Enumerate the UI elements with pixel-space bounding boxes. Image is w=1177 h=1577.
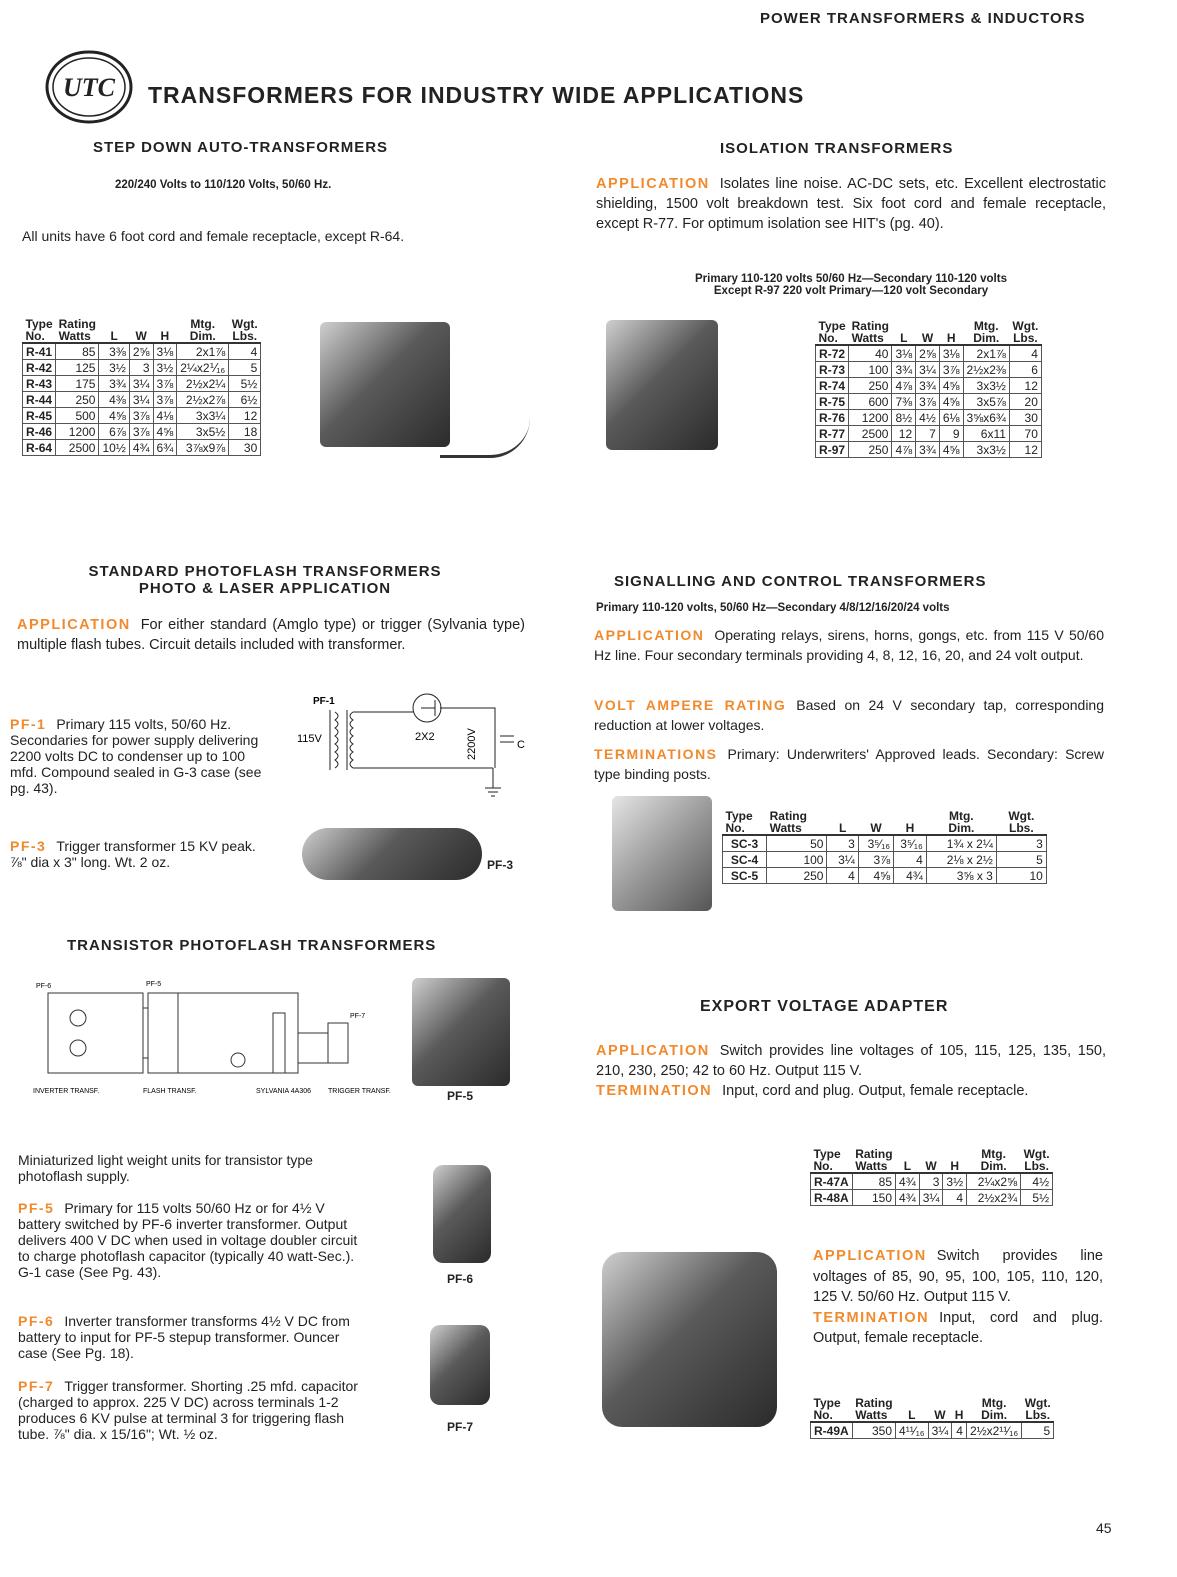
table-cell: 2⅝ (916, 345, 940, 362)
table-cell: 3⅞ (916, 394, 940, 410)
diagram-2200v-label: 2200V (466, 728, 478, 760)
isolation-app (596, 174, 1106, 234)
table-cell: 250 (767, 868, 827, 884)
isolation-spec-line1: Primary 110-120 volts 50/60 Hz—Secondary 110-120 volts (695, 273, 1007, 285)
table-cell: 3⅞ (129, 424, 153, 440)
table-cell: SC-5 (723, 868, 767, 884)
photoflash-app-label: APPLICATION (17, 617, 131, 633)
table-cell: 2½x2⅞ (177, 392, 229, 408)
export-table-2: Type No. Rating Watts L W H Mtg. Dim. Wgt. Lbs. R-49A 350 4¹¹⁄₁₆ 3¼ 4 2½x2¹¹⁄₁₆ 5 (810, 1397, 1054, 1439)
step-down-table: Type No. Rating Watts L W H Mtg. Dim. Wgt. Lbs. R-41 85 3⅜ 2⅝ 3⅛ 2x1⅞ 4 R-42 125 3½ 3 3½ 2¼x2⅟₁₆ 5 R-43 175 3¾ 3¼ 3⅞ 2½x2¼ 5½ R-44 250 4⅜ 3¼ 3⅞ 2½x2⅞ 6½ R-45 500 4⅝ 3⅞ 4⅛ 3x3¼ 12 R-46 1200 6⅞ 3⅞ 4⅝ 3x5½ 18 R-64 2500 10½ 4¾ 6¾ 3⅞x9⅞ 30 (22, 318, 261, 456)
table-cell: 600 (849, 394, 892, 410)
diagram-pf1-label: PF-1 (313, 696, 335, 707)
table-cell: 3 (129, 360, 153, 376)
table-cell: 4¾ (896, 1190, 920, 1206)
table-row (811, 1422, 1054, 1439)
export-heading: EXPORT VOLTAGE ADAPTER (700, 998, 949, 1015)
page-category: POWER TRANSFORMERS & INDUCTORS (760, 10, 1086, 27)
table-cell: 175 (56, 376, 99, 392)
table-row (723, 852, 1047, 868)
export-term2-label: TERMINATION (813, 1309, 930, 1326)
table-cell: 3⁵⁄₁₆ (894, 835, 927, 852)
table-row (23, 424, 261, 440)
table-row (811, 1190, 1053, 1206)
table-cell: 1200 (56, 424, 99, 440)
diagram-sylvania-label: SYLVANIA 4A306 (256, 1088, 311, 1095)
table-cell: 2x1⅞ (963, 345, 1009, 362)
export-app2-text: Switch provides line voltages of 85, 90, 95, 100, 105, 110, 120, 125 V. 50/60 Hz. Output 115 V. (813, 1248, 1103, 1305)
table-cell: 3¼ (129, 392, 153, 408)
table-cell: SC-3 (723, 835, 767, 852)
table-cell: 10 (996, 868, 1046, 884)
table-cell: 3⅝x6¾ (963, 410, 1009, 426)
pf1-label: PF-1 (10, 716, 47, 732)
table-cell: 2¼x2⅟₁₆ (177, 360, 229, 376)
table-row (23, 376, 261, 392)
table-cell: 20 (1009, 394, 1041, 410)
logo-text: UTC (63, 73, 115, 102)
signalling-spec: Primary 110-120 volts, 50/60 Hz—Secondary 4/8/12/16/20/24 volts (596, 602, 950, 614)
diagram-c-label: C (517, 739, 525, 751)
table-cell: 3¾ (99, 376, 129, 392)
table-cell: 70 (1009, 426, 1041, 442)
table-cell: R-77 (816, 426, 849, 442)
pf5-caption: PF-5 (447, 1089, 474, 1103)
pf3-desc (10, 838, 262, 870)
export-app-text: Switch provides line voltages of 105, 115, 125, 135, 150, 210, 230, 250; 42 to 60 Hz. Output 115 V. (596, 1043, 1106, 1079)
photoflash-app-text: For either standard (Amglo type) or trigger (Sylvania type) multiple flash tubes. Circuit details included with transformer. (17, 617, 525, 653)
table-cell: 4 (943, 1190, 967, 1206)
isolation-app-text: Isolates line noise. AC-DC sets, etc. Excellent electrostatic shielding, 1500 volt breakdown test. Six foot cord and female receptacle, except R-77. For optimum isolation see HIT's (pg. 40). (596, 176, 1106, 232)
export-app (596, 1041, 1106, 1101)
table-row (816, 410, 1042, 426)
table-row (816, 362, 1042, 378)
table-cell: 4½ (1021, 1173, 1053, 1190)
table-cell: R-73 (816, 362, 849, 378)
table-cell: 3⁵⁄₁₆ (858, 835, 893, 852)
table-cell: 4⅝ (99, 408, 129, 424)
pf6-photo (433, 1165, 491, 1263)
isolation-app-label: APPLICATION (596, 176, 710, 192)
table-row (23, 440, 261, 456)
table-row (23, 343, 261, 360)
table-cell: 3¼ (916, 362, 940, 378)
table-cell: 5 (1022, 1422, 1054, 1439)
pf7-text: Trigger transformer. Shorting .25 mfd. capacitor (charged to approx. 225 V DC) across terminals 1-2 produces 6 KV pulse at terminal 3 for triggering flash tube. ⅞" dia. x 15/16"; Wt. ½ oz. (18, 1378, 358, 1442)
signalling-term-text: Primary: Underwriters' Approved leads. Secondary: Screw type binding posts. (594, 746, 1104, 782)
table-cell: 3x3¼ (177, 408, 229, 424)
signalling-va-label: VOLT AMPERE RATING (594, 697, 787, 713)
table-row (23, 408, 261, 424)
export-term-label: TERMINATION (596, 1083, 713, 1099)
table-cell: 85 (852, 1173, 895, 1190)
table-cell: R-43 (23, 376, 56, 392)
table-cell: 6⅞ (99, 424, 129, 440)
table-cell: 6⅛ (939, 410, 963, 426)
table-cell: R-48A (811, 1190, 853, 1206)
cord-shape (440, 400, 530, 458)
step-down-photo (320, 322, 450, 447)
table-cell: 3¼ (928, 1422, 952, 1439)
table-cell: 3 (996, 835, 1046, 852)
table-cell: 3⅛ (939, 345, 963, 362)
table-cell: 100 (849, 362, 892, 378)
table-cell: 6½ (229, 392, 261, 408)
pf3-caption: PF-3 (487, 858, 514, 872)
pf5-label: PF-5 (18, 1200, 55, 1216)
table-cell: 4¾ (894, 868, 927, 884)
table-cell: R-75 (816, 394, 849, 410)
table-row (816, 426, 1042, 442)
table-cell: 5½ (1021, 1190, 1053, 1206)
signalling-app-text: Operating relays, sirens, horns, gongs, etc. from 115 V 50/60 Hz line. Four secondary terminals providing 4, 8, 12, 16, 20, and 24 volt output. (594, 627, 1104, 663)
table-cell: 3⅞ (153, 392, 177, 408)
table-row (723, 868, 1047, 884)
pf6-desc (18, 1313, 366, 1361)
table-cell: 4⅝ (153, 424, 177, 440)
table-cell: 250 (849, 378, 892, 394)
step-down-heading: STEP DOWN AUTO-TRANSFORMERS (93, 139, 389, 156)
pf3-text: Trigger transformer 15 KV peak. ⅞" dia x 3" long. Wt. 2 oz. (10, 838, 256, 870)
table-cell: 3x3½ (963, 378, 1009, 394)
table-cell: 3¼ (919, 1190, 943, 1206)
table-cell: 3⅞ (129, 408, 153, 424)
table-cell: 4⅛ (153, 408, 177, 424)
table-cell: 8½ (892, 410, 916, 426)
table-cell: 2500 (56, 440, 99, 456)
table-cell: 85 (56, 343, 99, 360)
table-cell: R-47A (811, 1173, 853, 1190)
table-cell: 12 (1009, 378, 1041, 394)
export-app-label: APPLICATION (596, 1043, 710, 1059)
table-cell: R-44 (23, 392, 56, 408)
table-cell: 4⅞ (892, 442, 916, 458)
table-cell: 2500 (849, 426, 892, 442)
table-cell: 3½ (99, 360, 129, 376)
table-cell: 1¾ x 2¼ (926, 835, 996, 852)
step-down-note: All units have 6 foot cord and female receptacle, except R-64. (22, 228, 405, 244)
table-cell: 3⅛ (153, 343, 177, 360)
pf1-desc (10, 716, 262, 796)
diagram-pf7-label: PF-7 (350, 1013, 366, 1020)
table-cell: 4⅞ (892, 378, 916, 394)
table-cell: 3 (827, 835, 858, 852)
table-cell: R-46 (23, 424, 56, 440)
table-cell: 4 (952, 1422, 967, 1439)
table-cell: 5 (229, 360, 261, 376)
table-cell: 6 (1009, 362, 1041, 378)
table-cell: 40 (849, 345, 892, 362)
diagram-flash-label: FLASH TRANSF. (143, 1088, 197, 1095)
signalling-term-label: TERMINATIONS (594, 746, 718, 762)
pf5-photo (412, 978, 510, 1086)
signalling-table: Type No. Rating Watts L W H Mtg. Dim. Wgt. Lbs. SC-3 50 3 3⁵⁄₁₆ 3⁵⁄₁₆ 1¾ x 2¼ 3 SC-4 100 3¼ 3⅞ 4 2⅛ x 2½ 5 SC-5 250 4 4⅝ 4¾ 3⅝ x 3 10 (722, 810, 1047, 884)
pf6-caption: PF-6 (447, 1272, 474, 1286)
diagram-115v-label: 115V (297, 733, 322, 745)
transistor-heading: TRANSISTOR PHOTOFLASH TRANSFORMERS (67, 937, 437, 954)
export-table: Type No. Rating Watts L W H Mtg. Dim. Wgt. Lbs. R-47A 85 4¾ 3 3½ 2¼x2⅝ 4½ R-48A 150 4¾ 3¼ 4 2½x2¾ 5½ (810, 1148, 1053, 1206)
pf7-label: PF-7 (18, 1378, 55, 1394)
table-cell: 50 (767, 835, 827, 852)
table-cell: 12 (892, 426, 916, 442)
table-cell: R-42 (23, 360, 56, 376)
table-cell: 4¾ (896, 1173, 920, 1190)
table-cell: 3⅜ (99, 343, 129, 360)
utc-logo (45, 50, 133, 124)
table-cell: 9 (939, 426, 963, 442)
transistor-intro: Miniaturized light weight units for transistor type photoflash supply. (18, 1152, 313, 1184)
signalling-photo (612, 796, 712, 911)
table-cell: 4¾ (129, 440, 153, 456)
pf7-caption: PF-7 (447, 1420, 474, 1434)
export-app2-label: APPLICATION (813, 1248, 927, 1264)
table-cell: 30 (229, 440, 261, 456)
table-cell: 3x5⅞ (963, 394, 1009, 410)
table-cell: 3⅞ (939, 362, 963, 378)
table-cell: 3⅞ (153, 376, 177, 392)
table-cell: 3¾ (916, 378, 940, 394)
export-adapter-photo (602, 1252, 777, 1427)
table-cell: 250 (849, 442, 892, 458)
table-row (811, 1173, 1053, 1190)
pf7-desc (18, 1378, 366, 1442)
isolation-spec-line2: Except R-97 220 volt Primary—120 volt Secondary (713, 285, 989, 297)
table-cell: 3¾ (892, 362, 916, 378)
table-cell: 3⅞ (858, 852, 893, 868)
page-number: 45 (1096, 1520, 1112, 1536)
pf7-photo (430, 1325, 490, 1405)
table-cell: 3½ (153, 360, 177, 376)
table-cell: 125 (56, 360, 99, 376)
table-cell: 4⅝ (858, 868, 893, 884)
table-cell: 2½x2¼ (177, 376, 229, 392)
table-cell: 4⅝ (939, 442, 963, 458)
signalling-va-text: Based on 24 V secondary tap, corresponding reduction at lower voltages. (594, 697, 1105, 733)
table-cell: 30 (1009, 410, 1041, 426)
table-cell: 4 (229, 343, 261, 360)
table-cell: R-45 (23, 408, 56, 424)
table-cell: 100 (767, 852, 827, 868)
isolation-table: Type No. Rating Watts L W H Mtg. Dim. Wgt. Lbs. R-72 40 3⅛ 2⅝ 3⅛ 2x1⅞ 4 R-73 100 3¾ 3¼ 3⅞ 2½x2⅜ 6 R-74 250 4⅞ 3¾ 4⅝ 3x3½ 12 R-75 600 7⅜ 3⅞ 4⅝ 3x5⅞ 20 R-76 1200 8½ 4½ 6⅛ 3⅝x6¾ 30 R-77 2500 12 7 9 6x11 70 R-97 250 4⅞ 3¾ 4⅝ 3x3½ 12 (815, 320, 1042, 458)
photoflash-heading2: PHOTO & LASER APPLICATION (138, 580, 392, 597)
pf5-text: Primary for 115 volts 50/60 Hz or for 4½ V battery switched by PF-6 inverter transformer. Output delivers 400 V DC when used in voltage doubler circuit to charge photoflash capacitor (typically 40 watt-Sec.). G-1 case (See Pg. 43). (18, 1200, 358, 1280)
isolation-photo (606, 320, 718, 450)
table-cell: 2¼x2⅝ (967, 1173, 1021, 1190)
table-row (816, 442, 1042, 458)
diagram-2x2-label: 2X2 (415, 731, 435, 743)
table-row (723, 835, 1047, 852)
table-cell: 18 (229, 424, 261, 440)
table-cell: 3⅝ x 3 (926, 868, 996, 884)
table-row (816, 378, 1042, 394)
table-row (816, 394, 1042, 410)
table-cell: 3x3½ (963, 442, 1009, 458)
table-cell: R-49A (811, 1422, 853, 1439)
pf1-text: Primary 115 volts, 50/60 Hz. Secondaries for power supply delivering 2200 volts DC to condenser up to 100 mfd. Compound sealed in G-3 case (see pg. 43). (10, 716, 262, 796)
table-cell: 2½x2¾ (967, 1190, 1021, 1206)
photoflash-heading1: STANDARD PHOTOFLASH TRANSFORMERS (88, 563, 442, 580)
table-cell: 4 (827, 868, 858, 884)
table-row (816, 345, 1042, 362)
table-cell: 7⅜ (892, 394, 916, 410)
export-term2-text: Input, cord and plug. Output, female receptacle. (813, 1309, 1103, 1346)
pf1-circuit-diagram (295, 690, 525, 805)
isolation-spec (596, 273, 1106, 297)
pf5-desc (18, 1200, 366, 1280)
table-cell: 3 (919, 1173, 943, 1190)
step-down-spec: 220/240 Volts to 110/120 Volts, 50/60 Hz. (115, 179, 332, 191)
table-cell: 6x11 (963, 426, 1009, 442)
pf6-label: PF-6 (18, 1313, 55, 1329)
table-row (23, 392, 261, 408)
table-cell: 3⅛ (892, 345, 916, 362)
table-cell: 250 (56, 392, 99, 408)
table-cell: 500 (56, 408, 99, 424)
page-title: TRANSFORMERS FOR INDUSTRY WIDE APPLICATIONS (148, 82, 805, 108)
export-term-text: Input, cord and plug. Output, female receptacle. (722, 1083, 1029, 1099)
table-cell: 4⅝ (939, 394, 963, 410)
table-cell: R-72 (816, 345, 849, 362)
table-cell: R-74 (816, 378, 849, 394)
diagram-inverter-label: INVERTER TRANSF. (33, 1088, 100, 1095)
table-cell: 3½ (943, 1173, 967, 1190)
signalling-term (594, 744, 1104, 784)
table-cell: 3x5½ (177, 424, 229, 440)
table-cell: 2⅝ (129, 343, 153, 360)
diagram-pf5-label: PF-5 (146, 981, 162, 988)
table-cell: 150 (852, 1190, 895, 1206)
pf3-photo (302, 828, 482, 880)
diagram-pf6-label: PF-6 (36, 983, 52, 990)
transistor-circuit-diagram (28, 978, 391, 1103)
table-cell: 4 (1009, 345, 1041, 362)
table-cell: 2⅛ x 2½ (926, 852, 996, 868)
table-cell: 4½ (916, 410, 940, 426)
export-app2 (813, 1246, 1103, 1349)
table-cell: SC-4 (723, 852, 767, 868)
table-cell: 3⅞x9⅞ (177, 440, 229, 456)
table-cell: 12 (1009, 442, 1041, 458)
photoflash-app (17, 615, 525, 655)
table-cell: 6¾ (153, 440, 177, 456)
table-cell: 5 (996, 852, 1046, 868)
pf3-label: PF-3 (10, 838, 47, 854)
table-cell: 4⅜ (99, 392, 129, 408)
signalling-app (594, 625, 1104, 665)
table-cell: 2x1⅞ (177, 343, 229, 360)
table-cell: 5½ (229, 376, 261, 392)
table-cell: R-41 (23, 343, 56, 360)
diagram-trigger-label: TRIGGER TRANSF. (328, 1088, 391, 1095)
table-cell: 4 (894, 852, 927, 868)
table-cell: R-64 (23, 440, 56, 456)
table-row (23, 360, 261, 376)
table-cell: R-97 (816, 442, 849, 458)
table-cell: 10½ (99, 440, 129, 456)
signalling-heading: SIGNALLING AND CONTROL TRANSFORMERS (614, 573, 987, 590)
table-cell: 12 (229, 408, 261, 424)
table-cell: 7 (916, 426, 940, 442)
table-cell: 2½x2¹¹⁄₁₆ (966, 1422, 1021, 1439)
table-cell: 3¼ (129, 376, 153, 392)
table-cell: 4¹¹⁄₁₆ (896, 1422, 929, 1439)
table-cell: 4⅝ (939, 378, 963, 394)
signalling-va (594, 695, 1104, 735)
table-cell: 3¼ (827, 852, 858, 868)
table-cell: 350 (852, 1422, 895, 1439)
isolation-heading: ISOLATION TRANSFORMERS (720, 140, 954, 157)
signalling-app-label: APPLICATION (594, 627, 705, 643)
table-cell: R-76 (816, 410, 849, 426)
photoflash-heading (20, 563, 510, 597)
pf6-text: Inverter transformer transforms 4½ V DC from battery to input for PF-5 stepup transformer. Ouncer case (See Pg. 18). (18, 1313, 350, 1361)
table-cell: 3¾ (916, 442, 940, 458)
table-cell: 1200 (849, 410, 892, 426)
table-cell: 2½x2⅜ (963, 362, 1009, 378)
